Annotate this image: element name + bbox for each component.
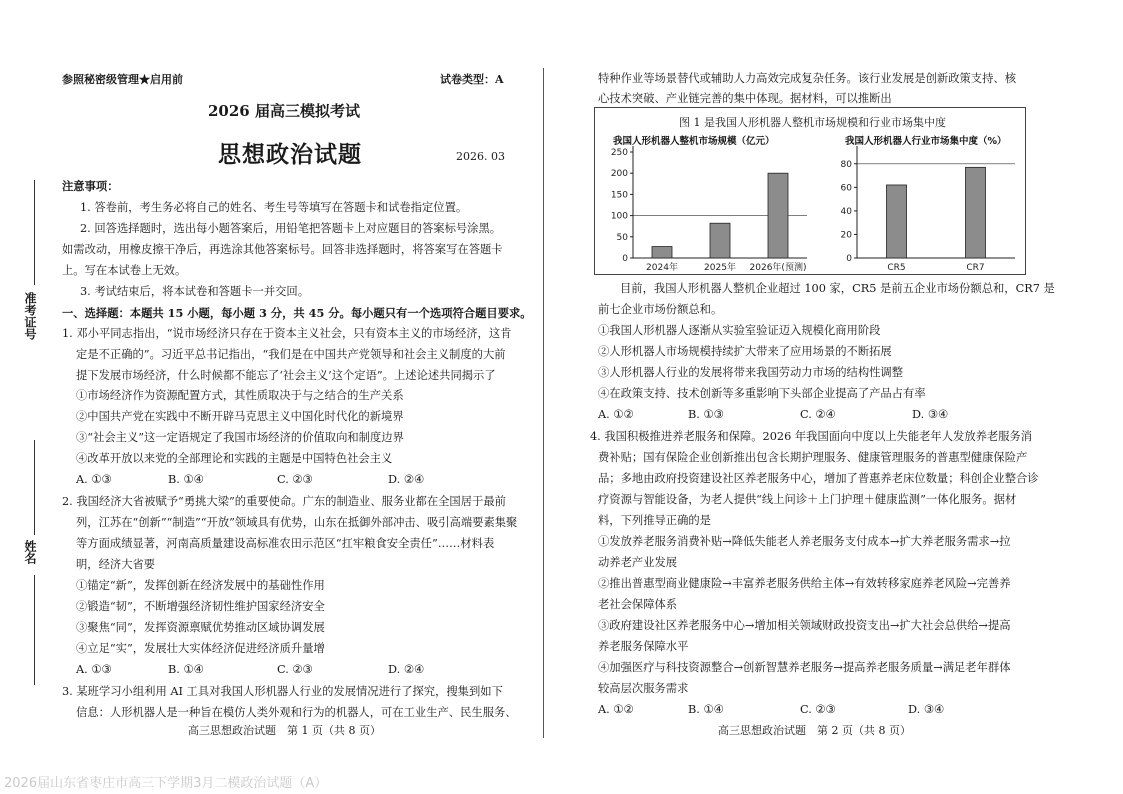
question-item: ④加强医疗与科技资源整合→创新智慧养老服务→提高养老服务质量→满足老年群体 — [598, 661, 1011, 674]
answer-option: C. ②③ — [277, 663, 313, 676]
paper-title: 思想政治试题 — [218, 141, 362, 168]
question-item: ③“社会主义”这一定语规定了我国市场经济的价值取向和制度边界 — [76, 431, 404, 444]
question-item: ①锚定“新”，发挥创新在经济发展中的基础性作用 — [76, 579, 325, 592]
y-tick-label: 100 — [610, 211, 628, 222]
question-line: 特种作业等场景替代或辅助人力高效完成复杂任务。该行业发展是创新政策支持、核 — [598, 72, 1016, 85]
bar-CR5 — [887, 185, 907, 258]
notice-line: 如需改动，用橡皮擦干净后，再选涂其他答案标号。回答非选择题时，将答案写在答题卡 — [62, 243, 503, 256]
answer-option: D. ②④ — [388, 473, 425, 486]
answer-option: C. ②④ — [800, 408, 836, 421]
chart-title: 我国人形机器人整机市场规模（亿元） — [613, 136, 775, 147]
question-item: ②人形机器人市场规模持续扩大带来了应用场景的不断拓展 — [598, 345, 892, 358]
x-tick-label: 2024年 — [646, 263, 678, 272]
x-tick-label: CR7 — [966, 263, 985, 272]
notice-line: 3. 考试结束后，将本试卷和答题卡一并交回。 — [80, 285, 310, 298]
question-line: 疗资源与智能设备，为老人提供“线上问诊＋上门护理＋健康监测”一体化服务。据材 — [598, 493, 1017, 506]
figure-frame — [594, 107, 1026, 275]
question-item: 较高层次服务需求 — [598, 682, 689, 695]
question-line: 3. 某班学习小组利用 AI 工具对我国人形机器人行业的发展情况进行了探究，搜集到如下 — [62, 685, 503, 698]
answer-option: B. ①③ — [688, 408, 724, 421]
notice-line: 2. 回答选择题时，选出每小题答案后，用铅笔把答题卡上对应题目的答案标号涂黑。 — [80, 222, 502, 235]
question-line: 4. 我国积极推进养老服务和保障。2026 年我国面向中度以上失能老年人发放养老服务消 — [590, 430, 1033, 443]
question-line: 1. 邓小平同志指出，“说市场经济只存在于资本主义社会，只有资本主义的市场经济，这肯 — [62, 327, 512, 340]
question-line: 提下发展市场经济，什么时候都不能忘了‘社会主义’这个定语”。上述论述共同揭示了 — [76, 369, 496, 382]
question-item: ④立足“实”，发展壮大实体经济促进经济质升量增 — [76, 642, 325, 655]
name-label: 姓名 — [23, 540, 37, 564]
question-item: ②锻造“韧”，不断增强经济韧性维护国家经济安全 — [76, 600, 325, 613]
answer-option: A. ①③ — [76, 473, 112, 486]
chart-area — [595, 132, 1025, 272]
question-line: 明，经济大省要 — [76, 558, 156, 571]
answer-option: C. ②③ — [800, 703, 836, 716]
question-item: ③政府建设社区养老服务中心→增加相关领域财政投资支出→扩大社会总供给→提高 — [598, 619, 1011, 632]
question-item: 动养老产业发展 — [598, 556, 678, 569]
y-tick-label: 40 — [840, 206, 852, 217]
notice-line: 上。写在本试卷上无效。 — [62, 264, 187, 277]
question-item: ②中国共产党在实践中不断开辟马克思主义中国化时代化的新境界 — [76, 410, 404, 423]
document-watermark: 2026届山东省枣庄市高三下学期3月二模政治试题（A） — [4, 776, 328, 791]
x-tick-label: 2026年(预测) — [749, 263, 807, 272]
answer-option: D. ②④ — [388, 663, 425, 676]
question-line: 心技术突破、产业链完善的集中体现。据材料，可以推断出 — [598, 92, 892, 105]
answer-option: C. ②③ — [277, 473, 313, 486]
x-tick-label: CR5 — [887, 263, 906, 272]
exam-name: 2026 届高三模拟考试 — [208, 102, 360, 120]
paragraph-line: 前七企业市场份额总和。 — [598, 303, 723, 316]
y-tick-label: 150 — [610, 190, 628, 201]
y-tick-label: 80 — [840, 159, 852, 170]
section-heading: 一、选择题：本题共 15 小题，每小题 3 分，共 45 分。每小题只有一个选项符合题目要求。 — [62, 306, 532, 320]
y-tick-label: 60 — [840, 183, 852, 194]
question-item: 老社会保障体系 — [598, 598, 678, 611]
question-item: ②推出普惠型商业健康险→丰富养老服务供给主体→有效转移家庭养老风险→完善养 — [598, 577, 1011, 590]
chart-title: 我国人形机器人行业市场集中度（%） — [845, 136, 1007, 147]
answer-option: A. ①② — [598, 408, 634, 421]
bar-2025年 — [710, 223, 730, 258]
y-tick-label: 200 — [610, 169, 628, 180]
answer-option: A. ①② — [598, 703, 634, 716]
page-footer: 高三思想政治试题 第 1 页（共 8 页） — [188, 724, 381, 737]
y-tick-label: 0 — [622, 254, 628, 264]
y-tick-label: 250 — [610, 148, 628, 158]
answer-option: B. ①④ — [168, 663, 204, 676]
question-line: 信息：人形机器人是一种旨在模仿人类外观和行为的机器人，可在工业生产、民生服务、 — [76, 706, 517, 719]
exam-date: 2026. 03 — [456, 150, 505, 163]
question-item: ①市场经济作为资源配置方式，其性质取决于与之结合的生产关系 — [76, 389, 404, 402]
question-item: ③人形机器人行业的发展将带来我国劳动力市场的结构性调整 — [598, 366, 904, 379]
question-item: ③聚焦“同”，发挥资源禀赋优势推动区域协调发展 — [76, 621, 325, 634]
question-item: ④在政策支持、技术创新等多重影响下头部企业提高了产品占有率 — [598, 387, 926, 400]
y-tick-label: 0 — [846, 254, 852, 264]
candidate-id-label: 准考证号 — [23, 292, 37, 340]
question-line: 等方面成绩显著，河南高质量建设高标准农田示范区“扛牢粮食安全责任”……材料表 — [76, 537, 495, 550]
y-tick-label: 50 — [616, 232, 628, 243]
question-line: 列，江苏在“创新”“制造”“开放”领域具有优势，山东在抵御外部冲击、吸引高端要素集聚 — [76, 516, 518, 529]
answer-option: D. ③④ — [908, 703, 945, 716]
y-tick-label: 20 — [840, 230, 852, 241]
question-item: 养老服务保障水平 — [598, 640, 689, 653]
notice-heading: 注意事项： — [62, 179, 119, 193]
bar-2024年 — [652, 247, 672, 258]
secret-level: 参照秘密级管理★启用前 — [62, 73, 183, 86]
question-item: ④改革开放以来党的全部理论和实践的主题是中国特色社会主义 — [76, 452, 393, 465]
question-line: 料，下列推导正确的是 — [598, 514, 711, 527]
paper-type: 试卷类型：A — [440, 73, 504, 86]
answer-option: A. ①③ — [76, 663, 112, 676]
figure-caption: 图 1 是我国人形机器人整机市场规模和行业市场集中度 — [679, 116, 946, 129]
question-line: 2. 我国经济大省被赋予“勇挑大梁”的重要使命。广东的制造业、服务业都在全国居于最前 — [62, 495, 506, 508]
notice-line: 1. 答卷前，考生务必将自己的姓名、考生号等填写在答题卡和试卷指定位置。 — [80, 201, 468, 214]
question-line: 定是不正确的”。习近平总书记指出，“我们是在中国共产党领导和社会主义制度的大前 — [76, 348, 506, 361]
bar-CR7 — [966, 167, 986, 258]
bar-2026年(预测) — [768, 173, 788, 258]
page-footer: 高三思想政治试题 第 2 页（共 8 页） — [718, 724, 911, 737]
question-line: 品；多地由政府投资建设社区养老服务中心，增加了普惠养老床位数量；科创企业整合诊 — [598, 472, 1039, 485]
question-item: ①我国人形机器人逐渐从实验室验证迈入规模化商用阶段 — [598, 324, 881, 337]
paragraph-line: 目前，我国人形机器人整机企业超过 100 家，CR5 是前五企业市场份额总和，CR7 是 — [620, 282, 1055, 295]
x-tick-label: 2025年 — [704, 263, 736, 272]
answer-option: B. ①④ — [168, 473, 204, 486]
question-line: 费补贴；国有保险企业创新推出包含长期护理服务、健康管理服务的普惠型健康保险产 — [598, 451, 1028, 464]
answer-option: D. ③④ — [912, 408, 949, 421]
answer-option: B. ①④ — [688, 703, 724, 716]
question-item: ①发放养老服务消费补贴→降低失能老人养老服务支付成本→扩大养老服务需求→拉 — [598, 535, 1011, 548]
